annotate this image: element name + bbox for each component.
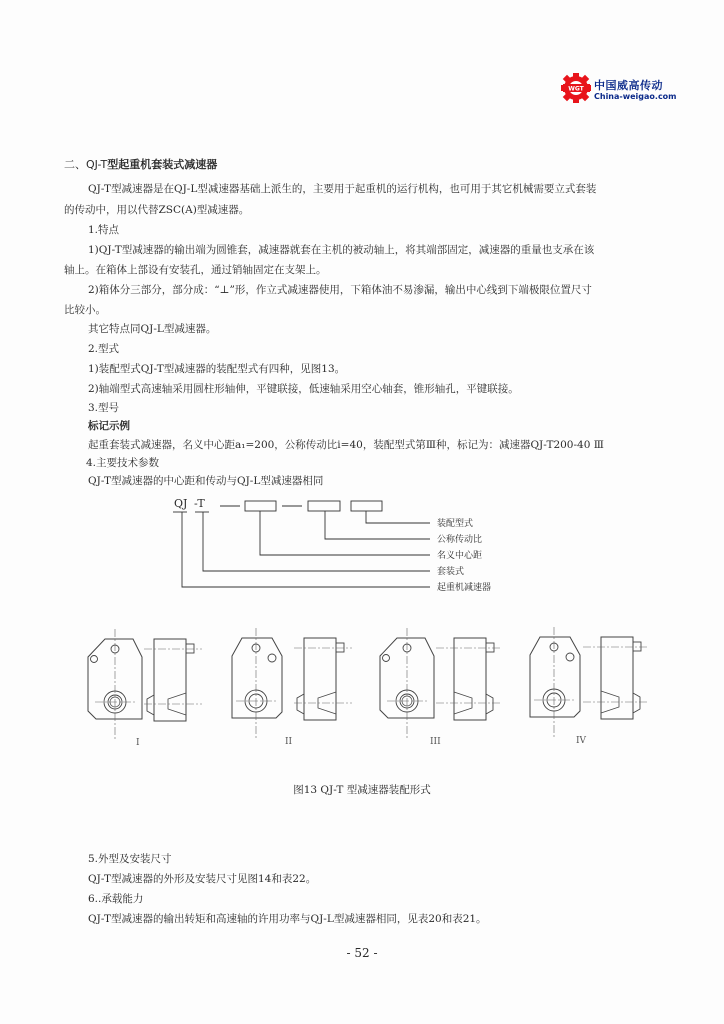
type-1: 1)装配型式QJ-T型减速器的装配型式有四种，见图13。: [88, 363, 346, 375]
types-heading: 2.型式: [88, 343, 120, 355]
features-heading: 1.特点: [88, 224, 120, 236]
feature-2-line-2: 比较小。: [64, 304, 106, 316]
variant-label-2: II: [285, 737, 293, 747]
feature-2-line-1: 2)箱体分三部分，部分成：“⊥”形，作立式减速器使用，下箱体油不易渗漏，输出中心线到下端极限位置尺寸: [88, 284, 592, 296]
feature-1-line-1: 1)QJ-T型减速器的输出端为圆锥套，减速器就套在主机的被动轴上，将其端部固定，减速器的重量也支承在该: [88, 244, 595, 256]
feature-1-line-2: 轴上。在箱体上部设有安装孔，通过销轴固定在支架上。: [64, 264, 327, 276]
variant-2-front-view: [232, 628, 282, 738]
variant-2-side-view: [294, 638, 352, 720]
intro-line-2: 的传动中，用以代替ZSC(A)型减速器。: [64, 204, 250, 216]
section-title-prefix: 二、QJ-T: [64, 158, 108, 171]
label-shaft-mounted: 套装式: [437, 567, 465, 577]
variant-label-3: III: [430, 737, 441, 747]
section-title-rest: 型起重机套装式减速器: [107, 158, 218, 171]
page-number: - 52 -: [346, 946, 378, 960]
marking-example: 起重套装式减速器，名义中心距a₁=200，公称传动比i=40，装配型式第Ⅲ种，标记为：减速器QJ-T200-40 Ⅲ: [88, 439, 604, 451]
capacity-heading: 6..承载能力: [88, 893, 144, 905]
params-heading: 4.主要技术参数: [86, 457, 160, 469]
svg-text:WGT: WGT: [568, 85, 584, 93]
variant-4-side-view: [583, 637, 649, 719]
variant-label-1: I: [136, 738, 140, 748]
marking-heading: 标记示例: [88, 420, 130, 432]
feature-other: 其它特点同QJ-L型减速器。: [88, 323, 217, 335]
variant-label-4: IV: [576, 736, 587, 746]
dims-text: QJ-T型减速器的外形及安装尺寸见图14和表22。: [88, 873, 317, 885]
label-assembly-type: 装配型式: [437, 519, 474, 529]
type-2: 2)轴端型式高速轴采用圆柱形轴伸，平键联接，低速轴采用空心轴套，锥形轴孔，平键联接。: [88, 383, 519, 395]
label-crane-reducer: 起重机减速器: [437, 583, 492, 593]
variant-3-front-view: [380, 628, 434, 738]
model-heading: 3.型号: [88, 402, 120, 414]
label-transmission-ratio: 公称传动比: [437, 535, 483, 545]
dims-heading: 5.外型及安装尺寸: [88, 853, 172, 865]
label-center-distance: 名义中心距: [437, 551, 483, 561]
variant-3-side-view: [436, 638, 502, 720]
figure-caption: 图13 QJ-T 型减速器装配形式: [293, 784, 431, 796]
params-text: QJ-T型减速器的中心距和传动与QJ-L型减速器相同: [88, 475, 324, 487]
logo-text-cn: 中国威高传动: [594, 79, 663, 92]
capacity-text: QJ-T型减速器的输出转矩和高速轴的许用功率与QJ-L型减速器相同，见表20和表21。: [88, 913, 487, 925]
logo-text-en: China-weigao.com: [594, 92, 677, 101]
model-code-qj: QJ: [174, 497, 188, 510]
variant-1-side-view: [144, 639, 202, 721]
intro-line-1: QJ-T型减速器是在QJ-L型减速器基础上派生的，主要用于起重机的运行机构，也可用于其它机械需要立式套装: [88, 183, 597, 195]
model-code-t: -T: [194, 497, 205, 510]
variant-4-front-view: [530, 627, 580, 737]
variant-1-front-view: [88, 629, 142, 739]
